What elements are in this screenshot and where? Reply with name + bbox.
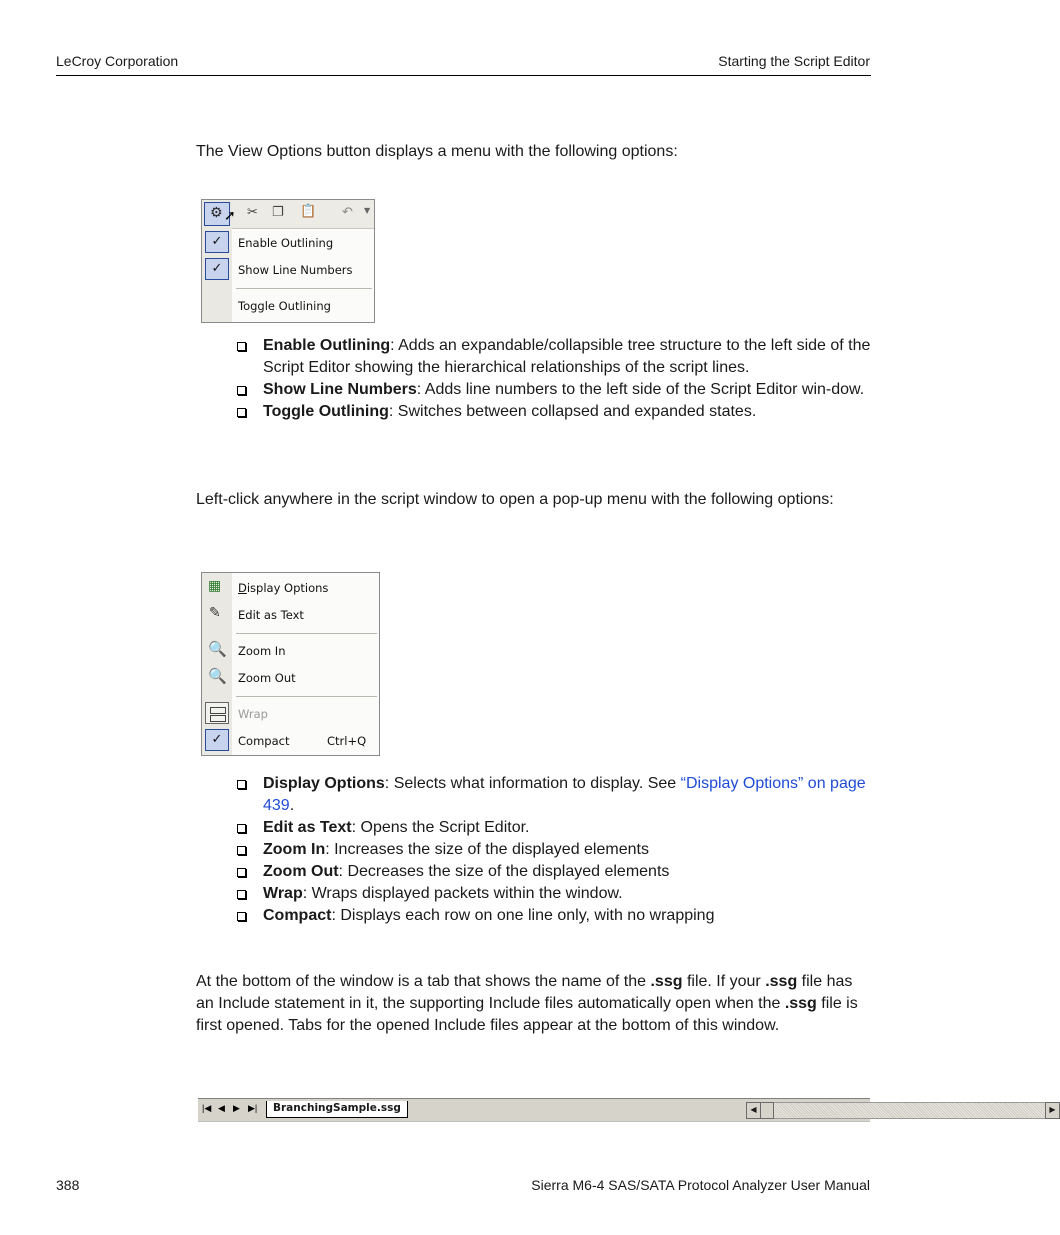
scroll-thumb[interactable] [760,1102,774,1119]
footer-title: Sierra M6-4 SAS/SATA Protocol Analyzer User Manual [531,1177,870,1193]
compact-shortcut: Ctrl+Q [327,734,367,748]
mouse-cursor-icon: ➚ [224,208,236,224]
popup-menu [201,572,380,756]
menu-item-enable-outlining[interactable]: Enable Outlining [238,236,334,250]
zoom-out-icon: 🔍 [208,667,227,685]
menu-item-show-line-numbers[interactable]: Show Line Numbers [238,263,353,277]
menu-item-toggle-outlining[interactable]: Toggle Outlining [238,299,331,313]
list-item: Zoom In: Increases the size of the displayed elements [236,839,872,861]
menu-item-zoom-in[interactable]: Zoom In [238,644,286,658]
menu-item-compact[interactable]: Compact [238,734,290,748]
list-item: Compact: Displays each row on one line only, with no wrapping [236,905,872,927]
menu-item-wrap[interactable]: Wrap [238,707,268,721]
edit-text-icon: ✎ [209,605,221,621]
view-options-menu [201,199,375,323]
sheet-tab-bar [198,1098,1056,1122]
prev-tab-icon[interactable]: ◀ [218,1103,225,1113]
view-options-intro: The View Options button displays a menu with the following options: [196,143,678,160]
list-item: Zoom Out: Decreases the size of the displayed elements [236,861,872,883]
check-icon: ✓ [205,729,229,751]
menu-item-display-options[interactable]: Display Options [238,581,329,595]
horizontal-scrollbar[interactable] [746,1102,1060,1119]
header-right: Starting the Script Editor [718,53,870,69]
next-tab-icon[interactable]: ▶ [233,1103,240,1113]
popup-intro: Left-click anywhere in the script window to open a pop-up menu with the following options: [196,491,834,508]
header-left: LeCroy Corporation [56,53,179,69]
check-icon: ✓ [205,258,229,280]
display-options-link[interactable]: “Display Options” on page 439 [263,775,866,814]
menu-item-zoom-out[interactable]: Zoom Out [238,671,296,685]
header-rule [56,75,871,76]
tabs-paragraph: At the bottom of the window is a tab that shows the name of the .ssg file. If your .ssg file has an Include statement in it, the supporting Include files automatically open when the .ssg file is first opened. Tabs for the opened Include files appear at the bottom of this window. [196,973,858,1034]
menu-separator [236,696,377,697]
list-item: Toggle Outlining: Switches between collapsed and expanded states. [236,401,872,423]
check-icon: ✓ [205,231,229,253]
paste-icon[interactable]: 📋 [300,204,317,219]
first-tab-icon[interactable]: |◀ [202,1103,212,1113]
menu-gutter [202,573,232,755]
scroll-right-icon[interactable]: ▶ [1045,1102,1060,1119]
menu-separator [236,633,377,634]
undo-icon[interactable]: ↶ [342,205,353,220]
scroll-left-icon[interactable]: ◀ [746,1102,761,1119]
copy-icon[interactable]: ❐ [272,205,284,220]
last-tab-icon[interactable]: ▶| [248,1103,258,1113]
menu-item-edit-as-text[interactable]: Edit as Text [238,608,304,622]
popup-list [236,773,872,927]
cut-icon[interactable]: ✂ [247,205,258,220]
display-options-icon: ▦ [208,578,222,594]
tab-branching-sample[interactable]: BranchingSample.ssg [266,1101,408,1118]
list-item: Display Options: Selects what information to display. See “Display Options” on page 439. [236,773,872,817]
page-number: 388 [56,1177,80,1193]
view-options-icon: ⚙ [210,205,223,221]
wrap-icon [205,702,229,724]
list-item: Show Line Numbers: Adds line numbers to the left side of the Script Editor win-dow. [236,379,872,401]
list-item: Edit as Text: Opens the Script Editor. [236,817,872,839]
list-item: Enable Outlining: Adds an expandable/collapsible tree structure to the left side of the Script Editor showing the hierarchical relationships of the script lines. [236,335,872,379]
list-item: Wrap: Wraps displayed packets within the window. [236,883,872,905]
view-options-list [236,335,872,423]
zoom-in-icon: 🔍 [208,640,227,658]
menu-separator [236,288,372,289]
undo-dropdown-icon[interactable]: ▼ [364,206,371,215]
